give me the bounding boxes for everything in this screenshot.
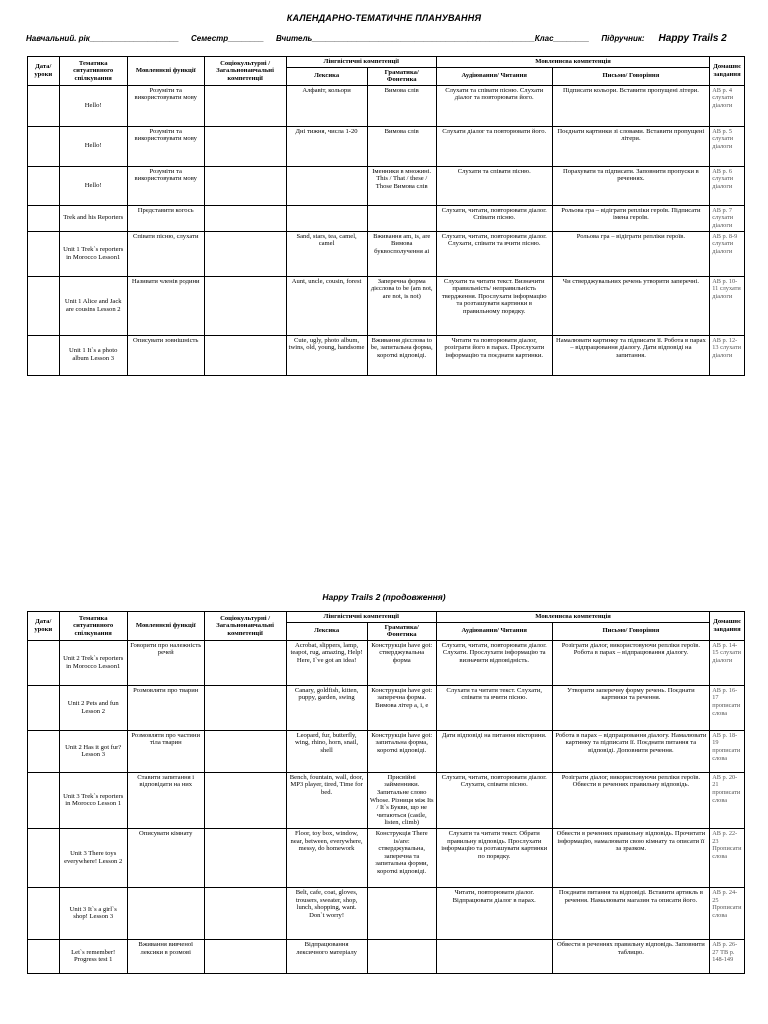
cell-socio [204, 231, 286, 276]
cell-listening: Слухати діалог та повторювати його. [436, 126, 552, 166]
cell-writing: Робота в парах – відпрацювання діалогу. Намалювати картинку та підписати її. Поєднати питання та відповіді. Доповнити речення. [552, 730, 710, 772]
cell-topic: Unit 1 Alice and Jack are cousins Lesson 2 [59, 276, 127, 335]
cell-functions: Розуміти та використовувати мову [127, 126, 204, 166]
cell-lexis: Floor, toy box, window, near, between, everywhere, messy, do homework [286, 828, 367, 887]
textbook-name: Happy Trails 2 [658, 33, 727, 44]
cell-grammar: Конструкція have got: стверджувальна форма [367, 640, 436, 685]
cell-lexis: Belt, cafe, coat, gloves, trousers, sweater, shop, lunch, shopping, want. Don`t worry! [286, 887, 367, 939]
table-row [28, 828, 745, 887]
cell-listening: Слухати, читати, повторювати діалог. Слухати, співати пісню. [436, 772, 552, 828]
cell-writing: Намалювати картинку та підписати її. Робота в парах – відпрацювання діалогу. Дати відповіді на запитання. [552, 335, 710, 375]
cell-socio [204, 730, 286, 772]
cell-functions: Розмовляти про тварин [127, 685, 204, 730]
cell-writing: Утворити заперечну форму речень. Поєднати картинки та речення. [552, 685, 710, 730]
col-lexis: Лексика [286, 622, 367, 640]
table-row [28, 85, 745, 126]
cell-topic: Unit 2 Has it got fur? Lesson 3 [59, 730, 127, 772]
cell-grammar [367, 939, 436, 973]
cell-listening: Слухати, читати, повторювати діалог. Слухати, співати та вчити пісню. [436, 231, 552, 276]
table-row [28, 772, 745, 828]
cell-writing: Підписати кольори. Вставити пропущені літери. [552, 85, 710, 126]
cell-grammar: Вимова слів [367, 85, 436, 126]
cell-topic: Hello! [59, 166, 127, 205]
cell-listening: Слухати та співати пісню. [436, 166, 552, 205]
cell-listening: Слухати та читати текст. Обрати правильну відповідь. Прослухати інформацію та розташувати картинки по порядку. [436, 828, 552, 887]
cell-functions: Описувати зовнішність [127, 335, 204, 375]
cell-date [28, 685, 60, 730]
cell-functions: Описувати кімнату [127, 828, 204, 887]
cell-homework: АВ р. 7 слухати діалоги [710, 205, 745, 231]
plan-table-2 [27, 611, 745, 974]
cell-lexis: Алфавіт, кольори [286, 85, 367, 126]
cell-lexis: Acrobat, slippers, lamp, teapot, rug, amazing, Help! Here, I`ve got an idea! [286, 640, 367, 685]
cell-lexis: Дні тижня, числа 1-20 [286, 126, 367, 166]
cell-homework: АВ р. 8-9 слухати діалоги [710, 231, 745, 276]
table-row [28, 166, 745, 205]
cell-lexis: Cute, ugly, photo album, twins, old, young, handsome [286, 335, 367, 375]
cell-grammar: Присвійні займенники. Запитальне слово Whose. Різниця між Its / It`s Букви, що не читаються (castle, listen, climb) [367, 772, 436, 828]
document-header [26, 33, 746, 44]
cell-socio [204, 85, 286, 126]
page-title: КАЛЕНДАРНО-ТЕМАТИЧНЕ ПЛАНУВАННЯ [286, 13, 482, 23]
cell-grammar: Вимова слів [367, 126, 436, 166]
cell-date [28, 640, 60, 685]
cell-writing: Обвести в реченнях правильну відповідь. Заповнити таблицю. [552, 939, 710, 973]
cell-listening: Читати, повторювати діалог. Відпрацювати діалог в парах. [436, 887, 552, 939]
col-grammar: Граматика/ Фонетика [367, 67, 436, 85]
textbook-label: Підручник: [601, 34, 645, 43]
cell-grammar [367, 205, 436, 231]
cell-lexis: Bench, fountain, wall, door, MP3 player, tired, Time for bed. [286, 772, 367, 828]
cell-writing: Розігрaти діалог, використовуючи репліки героїв. Робота в парах – відпрацювання діалогу. [552, 640, 710, 685]
cell-date [28, 166, 60, 205]
cell-functions [127, 887, 204, 939]
col-listening: Аудіювання/ Читання [436, 67, 552, 85]
cell-socio [204, 772, 286, 828]
cell-socio [204, 828, 286, 887]
cell-grammar: Заперечна форма дієслова to be (am not, are not, is not) [367, 276, 436, 335]
cell-listening: Слухати та читати текст. Визначити правильність/ неправильність твердження. Прослухати інформацію та розташувати картинки в правильному порядку. [436, 276, 552, 335]
cell-topic: Hello! [59, 85, 127, 126]
cell-topic: Unit 3 It`s a girl`s shop! Lesson 3 [59, 887, 127, 939]
cell-homework: АВ р. 12-13 слухати діалоги [710, 335, 745, 375]
table-row [28, 640, 745, 685]
cell-socio [204, 335, 286, 375]
cell-topic: Unit 1 It`s a photo album Lesson 3 [59, 335, 127, 375]
cell-topic: Unit 2 Trek`s reporters in Morocco Lesson1 [59, 640, 127, 685]
cell-writing: Чи стверджувальних речень утворити заперечні. [552, 276, 710, 335]
cell-lexis: Leopard, fur, butterfly, wing, rhino, horn, snail, shell [286, 730, 367, 772]
cell-homework: АВ р. 24-25 Прописати слова [710, 887, 745, 939]
cell-topic: Hello! [59, 126, 127, 166]
col-date: Дата/ уроки [28, 57, 60, 86]
table-row [28, 205, 745, 231]
cell-homework: АВ р. 20-21 прописати слова [710, 772, 745, 828]
cell-listening: Читати та повторювати діалог, розігрaти його в парах. Прослухати інформацію та поєднати картинки. [436, 335, 552, 375]
table-row [28, 887, 745, 939]
cell-homework: АВ р. 22-23 Прописати слова [710, 828, 745, 887]
cell-homework: АВ р. 10-11 слухати діалоги [710, 276, 745, 335]
cell-socio [204, 276, 286, 335]
cell-listening: Слухати та співати пісню. Слухати діалог та повторювати його. [436, 85, 552, 126]
cell-functions: Вживання вивченої лексики в розмові [127, 939, 204, 973]
cell-writing: Розігрaти діалог, використовуючи репліки героїв. Обвести в реченнях правильну відповідь. [552, 772, 710, 828]
col-topic: Тематика ситуативного спілкування [59, 612, 127, 641]
cell-socio [204, 166, 286, 205]
cell-functions: Розмовляти про частини тіла тварин [127, 730, 204, 772]
cell-homework: АВ р. 18-19 прописати слова [710, 730, 745, 772]
col-linguistic: Лінгвістичні компетенції [286, 57, 436, 68]
cell-functions: Співати пісню, слухати [127, 231, 204, 276]
cell-grammar: Конструкція There is/are: стверджувальна, заперечна та запитальна форми, короткі відповіді. [367, 828, 436, 887]
teacher-class-field: Вчитель__________________________________________________Клас________ [276, 34, 590, 43]
col-socio: Соціокультурні / Загальнонавчальні компетенції [204, 612, 286, 641]
cell-topic: Unit 2 Pets and fun Lesson 2 [59, 685, 127, 730]
cell-functions: Називати членів родини [127, 276, 204, 335]
cell-listening: Слухати та читати текст. Слухати, співати та вчити пісню. [436, 685, 552, 730]
table-row [28, 126, 745, 166]
cell-grammar [367, 887, 436, 939]
cell-socio [204, 939, 286, 973]
cell-socio [204, 887, 286, 939]
cell-topic: Unit 3 Trek`s reporters in Morocco Lesson 1 [59, 772, 127, 828]
cell-topic: Unit 3 There toys everywhere! Lesson 2 [59, 828, 127, 887]
cell-listening [436, 939, 552, 973]
cell-grammar: Вживання дієслова to be, запитальна форма, короткі відповіді. [367, 335, 436, 375]
cell-socio [204, 685, 286, 730]
cell-functions: Говорити про належність речей [127, 640, 204, 685]
cell-writing: Рольова гра – відіграти репліки героїв. Підписати імена героїв. [552, 205, 710, 231]
col-speech: Мовленнєва компетенція [436, 57, 709, 68]
cell-listening: Дати відповіді на питання вікторини. [436, 730, 552, 772]
col-date: Дата/ уроки [28, 612, 60, 641]
cell-grammar: Іменники в множині. This / That / these / Those Вимова слів [367, 166, 436, 205]
table-row [28, 276, 745, 335]
cell-homework: АВ р. 14-15 слухати діалоги [710, 640, 745, 685]
table-row [28, 939, 745, 973]
cell-date [28, 939, 60, 973]
semester-field: Семестр________ [191, 34, 264, 43]
cell-date [28, 276, 60, 335]
cell-homework: АВ р. 6 слухати діалоги [710, 166, 745, 205]
cell-topic: Unit 1 Trek`s reporters in Morocco Lesson1 [59, 231, 127, 276]
table-row [28, 685, 745, 730]
cell-lexis: Відпрацювання лексичного матеріалу [286, 939, 367, 973]
cell-socio [204, 640, 286, 685]
cell-grammar: Конструкція have got: запитальна форма, короткі відповіді. [367, 730, 436, 772]
cell-date [28, 828, 60, 887]
cell-functions: Розуміти та використовувати мову [127, 166, 204, 205]
col-lexis: Лексика [286, 67, 367, 85]
cell-lexis [286, 166, 367, 205]
cell-writing: Обвести в реченнях правильну відповідь. Прочитати інформацію, намалювати свою кімнату та описати її за зразком. [552, 828, 710, 887]
cell-lexis: Sand, stars, tea, camel, camel [286, 231, 367, 276]
cell-date [28, 231, 60, 276]
cell-date [28, 335, 60, 375]
cell-lexis: Canary, goldfish, kitten, puppy, garden, swing [286, 685, 367, 730]
cell-topic: Let`s remember! Progress test 1 [59, 939, 127, 973]
cell-homework: АВ р. 26-27 TB р. 148-149 [710, 939, 745, 973]
cell-functions: Представити когось [127, 205, 204, 231]
cell-writing: Порахувати та підписати. Заповнити пропуски в реченнях. [552, 166, 710, 205]
cell-date [28, 205, 60, 231]
cell-lexis [286, 205, 367, 231]
table-row [28, 335, 745, 375]
cell-date [28, 85, 60, 126]
cell-writing: Рольова гра – відіграти репліки героїв. [552, 231, 710, 276]
cell-homework: АВ р. 5 слухати діалоги [710, 126, 745, 166]
col-writing: Письмо/ Говоріння [552, 67, 710, 85]
cell-socio [204, 126, 286, 166]
cell-writing: Поєднати картинки зі словами. Вставити пропущені літери. [552, 126, 710, 166]
col-grammar: Граматика/ Фонетика [367, 622, 436, 640]
cell-homework: АВ р. 16-17 прописати слова [710, 685, 745, 730]
cell-date [28, 772, 60, 828]
cell-date [28, 887, 60, 939]
col-socio: Соціокультурні / Загальнонавчальні компетенції [204, 57, 286, 86]
continuation-title: Happy Trails 2 (продовження) [322, 592, 446, 602]
cell-date [28, 126, 60, 166]
table-header-row [28, 57, 745, 68]
col-listening: Аудіювання/ Читання [436, 622, 552, 640]
cell-lexis: Aunt, uncle, cousin, forest [286, 276, 367, 335]
col-writing: Письмо/ Говоріння [552, 622, 710, 640]
cell-listening: Слухати, читати, повторювати діалог. Слухати. Прослухати інформацію та визначити відповідність. [436, 640, 552, 685]
cell-socio [204, 205, 286, 231]
cell-topic: Trek and his Reporters [59, 205, 127, 231]
table-header-row [28, 612, 745, 623]
col-homework: Домашнє завдання [710, 612, 745, 641]
table-row [28, 730, 745, 772]
col-functions: Мовленнєві функції [127, 57, 204, 86]
academic-year-field: Навчальний. рік____________________ [26, 34, 179, 43]
col-homework: Домашнє завдання [710, 57, 745, 86]
table-row [28, 231, 745, 276]
cell-grammar: Вживання am, is, are Вимова буквосполучення ai [367, 231, 436, 276]
col-functions: Мовленнєві функції [127, 612, 204, 641]
col-speech: Мовленнєва компетенція [436, 612, 709, 623]
cell-functions: Розуміти та використовувати мову [127, 85, 204, 126]
cell-grammar: Конструкція have got: заперечна форма. Вимова літер a, i, e [367, 685, 436, 730]
cell-functions: Ставити запитання і відповідати на них [127, 772, 204, 828]
cell-date [28, 730, 60, 772]
cell-listening: Слухати, читати, повторювати діалог. Співати пісню. [436, 205, 552, 231]
cell-writing: Поєднати питання та відповіді. Вставити артикль в речення. Намалювати магазин та описати його. [552, 887, 710, 939]
plan-table-1 [27, 56, 745, 376]
cell-homework: АВ р. 4 слухати діалоги [710, 85, 745, 126]
col-topic: Тематика ситуативного спілкування [59, 57, 127, 86]
col-linguistic: Лінгвістичні компетенції [286, 612, 436, 623]
